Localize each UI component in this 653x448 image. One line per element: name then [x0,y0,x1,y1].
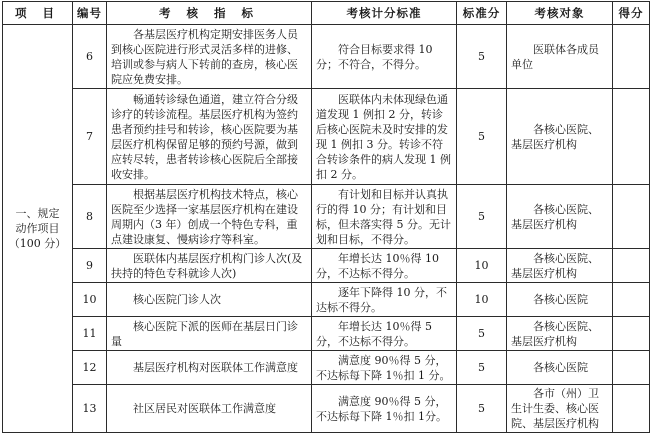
row-number: 11 [73,317,107,351]
indicator-cell: 根据基层医疗机构技术特点，核心医院至少选择一家基层医疗机构在建设周期内（3 年）创成一个特色专科，重点建设康复、慢病诊疗等科室。 [107,185,312,249]
row-number: 7 [73,89,107,185]
standard-cell: 年增长达 10％得 5 分，不达标不得分。 [312,317,457,351]
score-cell: 10 [457,283,507,317]
table-row [3,249,650,283]
score-cell: 5 [457,89,507,185]
score-cell: 5 [457,351,507,385]
table-row [3,317,650,351]
indicator-cell: 医联体内基层医疗机构门诊人次(及扶持的特色专科就诊人次) [107,249,312,283]
category-cell [3,25,73,433]
header-number: 编号 [73,2,107,25]
gained-cell [613,249,650,283]
target-cell: 各市（州）卫生计生委、核心医院、基层医疗机构 [507,385,613,433]
target-cell: 各核心医院 [507,351,613,385]
score-cell: 5 [457,185,507,249]
gained-cell [613,283,650,317]
gained-cell [613,25,650,89]
table-row [3,385,650,433]
header-item: 项 目 [3,2,73,25]
table-header-row [3,2,650,25]
standard-cell: 满意度 90％得 5 分，不达标每下降 1％扣 1 分。 [312,351,457,385]
category-line: 一、规定 [15,207,60,220]
row-number: 9 [73,249,107,283]
table-row [3,89,650,185]
category-line: 动作项目 [15,222,60,235]
indicator-cell: 基层医疗机构对医联体工作满意度 [107,351,312,385]
gained-cell [613,385,650,433]
header-standard: 考核计分标准 [312,2,457,25]
row-number: 12 [73,351,107,385]
gained-cell [613,351,650,385]
table-row [3,185,650,249]
indicator-cell: 核心医院下派的医师在基层日门诊量 [107,317,312,351]
table-row [3,283,650,317]
assessment-table [2,1,650,433]
category-line: （100 分） [8,237,67,250]
indicator-cell: 核心医院门诊人次 [107,283,312,317]
row-number: 10 [73,283,107,317]
standard-cell: 逐年下降得 10 分，不达标不得分。 [312,283,457,317]
indicator-cell: 各基层医疗机构定期安排医务人员到核心医院进行形式灵活多样的进修、培训或参与病人下转前的查房，核心医院应免费安排。 [107,25,312,89]
header-score: 标准分 [457,2,507,25]
standard-cell: 满意度 90％得 5 分，不达标每下降 1％扣 1分。 [312,385,457,433]
target-cell: 各核心医院 [507,283,613,317]
score-cell: 10 [457,249,507,283]
table-row [3,351,650,385]
gained-cell [613,89,650,185]
indicator-cell: 社区居民对医联体工作满意度 [107,385,312,433]
header-target: 考核对象 [507,2,613,25]
score-cell: 5 [457,317,507,351]
row-number: 13 [73,385,107,433]
standard-cell: 年增长达 10％得 10 分，不达标不得分。 [312,249,457,283]
header-gained: 得分 [613,2,650,25]
target-cell: 各核心医院、基层医疗机构 [507,185,613,249]
score-cell: 5 [457,385,507,433]
standard-cell: 有计划和目标并认真执行的得 10 分；有计划和目标，但未落实得 5 分。无计划和目标，不得分。 [312,185,457,249]
gained-cell [613,317,650,351]
standard-cell: 医联体内未体现绿色通道发现 1 例扣 2 分，转诊后核心医院未及时安排的发现 1 例扣 3 分。转诊不符合转诊条件的病人发现 1 例扣 2 分。 [312,89,457,185]
target-cell: 各核心医院、基层医疗机构 [507,89,613,185]
target-cell: 医联体各成员单位 [507,25,613,89]
score-cell: 5 [457,25,507,89]
gained-cell [613,185,650,249]
standard-cell: 符合目标要求得 10 分；不符合，不得分。 [312,25,457,89]
row-number: 8 [73,185,107,249]
header-indicator: 考 核 指 标 [107,2,312,25]
target-cell: 各核心医院、基层医疗机构 [507,317,613,351]
indicator-cell: 畅通转诊绿色通道，建立符合分级诊疗的转诊流程。基层医疗机构为签约患者预约挂号和转诊，核心医院要为基层医疗机构保留足够的预约号源，做到应转尽转，患者转诊核心医院后全部接收安排。 [107,89,312,185]
row-number: 6 [73,25,107,89]
table-row [3,25,650,89]
target-cell: 各核心医院、基层医疗机构 [507,249,613,283]
